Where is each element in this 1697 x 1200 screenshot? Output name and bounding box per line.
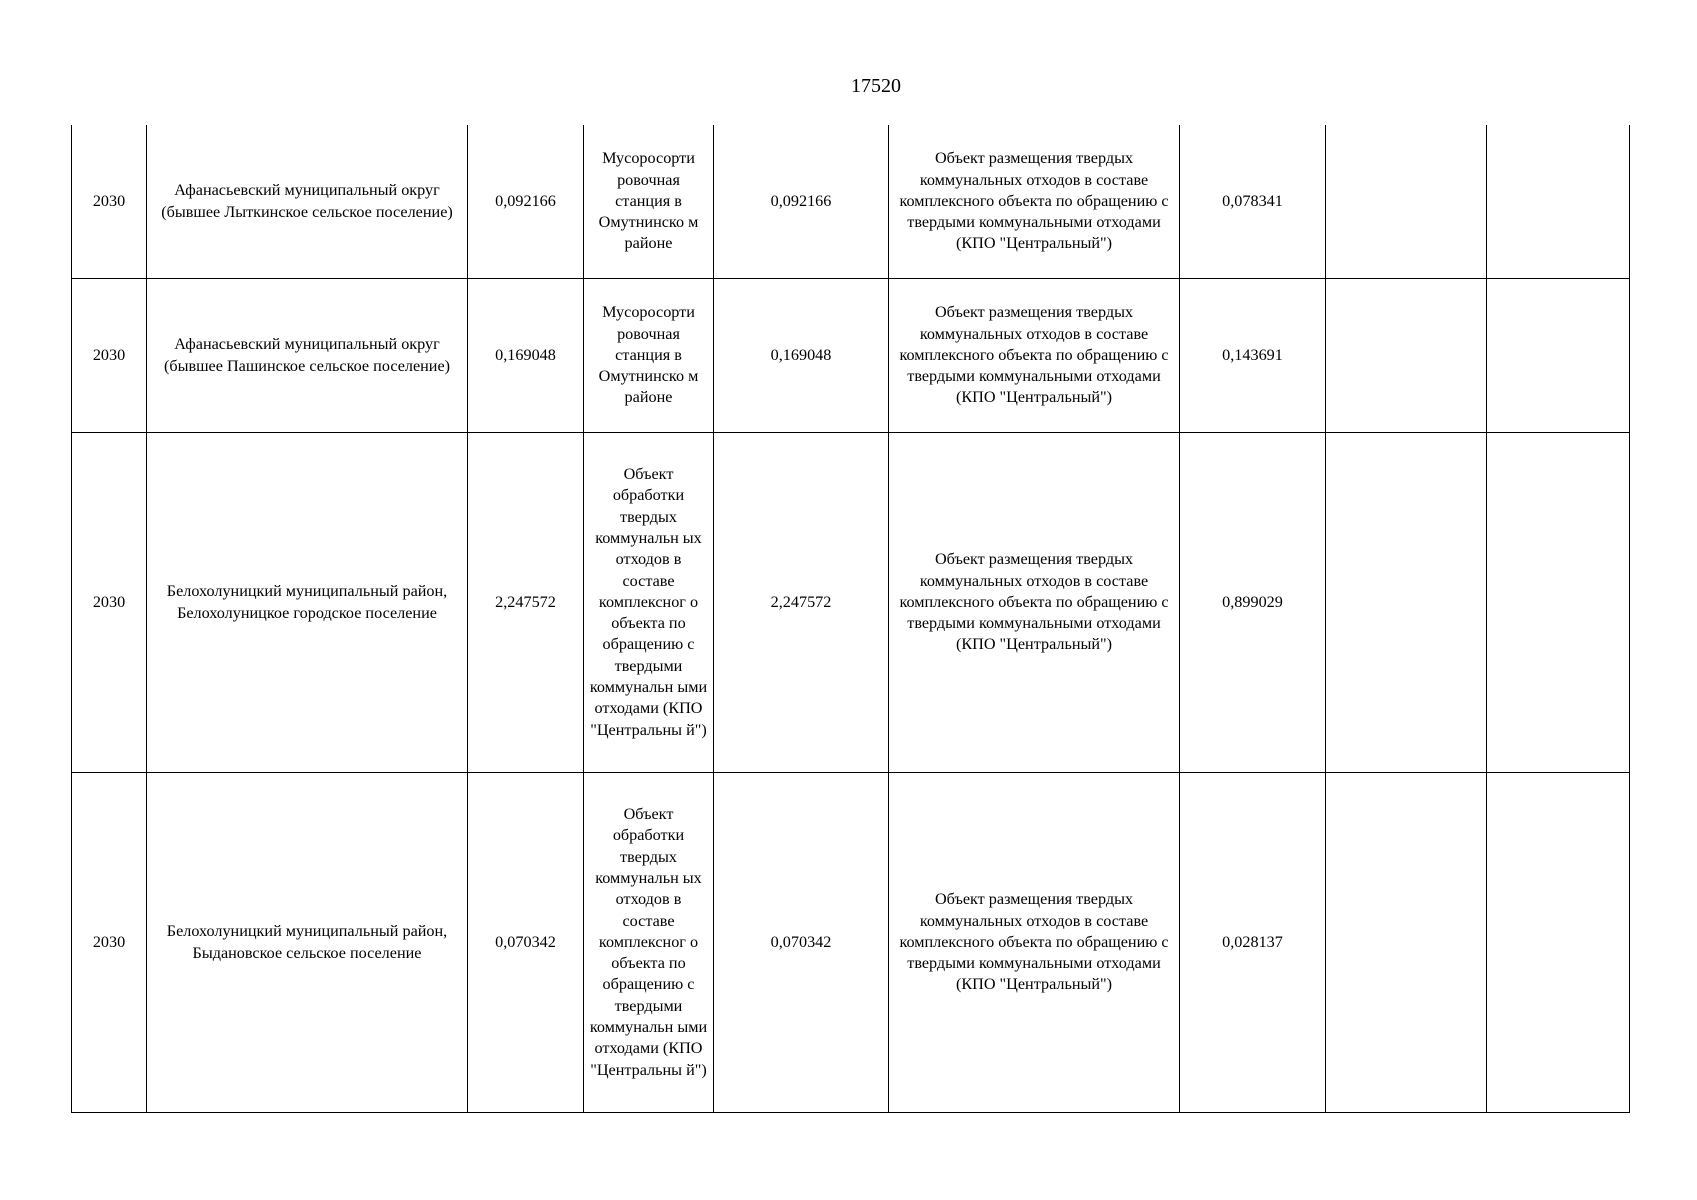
municipality-cell: Белохолуницкий муниципальный район, Белохолуницкое городское поселение (147, 433, 468, 773)
municipality-cell: Афанасьевский муниципальный округ (бывшее Пашинское сельское поселение) (147, 279, 468, 433)
year-cell: 2030 (72, 773, 147, 1113)
empty-cell (1487, 773, 1630, 1113)
processing-facility-cell: Мусоросорти ровочная станция в Омутнинско м районе (584, 125, 714, 279)
year-cell: 2030 (72, 433, 147, 773)
empty-cell (1487, 125, 1630, 279)
municipality-cell: Афанасьевский муниципальный округ (бывшее Лыткинское сельское поселение) (147, 125, 468, 279)
table-row (72, 125, 1630, 279)
mass-generated-cell: 2,247572 (468, 433, 584, 773)
disposal-facility-cell: Объект размещения твердых коммунальных отходов в составе комплексного объекта по обращению с твердыми коммунальными отходами (КПО "Центральный") (889, 125, 1180, 279)
empty-cell (1326, 125, 1487, 279)
mass-processed-cell: 0,169048 (714, 279, 889, 433)
year-cell: 2030 (72, 279, 147, 433)
disposal-facility-cell: Объект размещения твердых коммунальных отходов в составе комплексного объекта по обращению с твердыми коммунальными отходами (КПО "Центральный") (889, 773, 1180, 1113)
mass-disposed-cell: 0,899029 (1180, 433, 1326, 773)
mass-disposed-cell: 0,078341 (1180, 125, 1326, 279)
mass-disposed-cell: 0,143691 (1180, 279, 1326, 433)
year-cell: 2030 (72, 125, 147, 279)
processing-facility-cell: Мусоросорти ровочная станция в Омутнинско м районе (584, 279, 714, 433)
mass-generated-cell: 0,070342 (468, 773, 584, 1113)
waste-flow-table (71, 125, 1630, 1113)
processing-facility-cell: Объект обработки твердых коммунальн ых отходов в составе комплексног о объекта по обращению с твердыми коммунальн ыми отходами (КПО "Центральны й") (584, 433, 714, 773)
empty-cell (1487, 433, 1630, 773)
processing-facility-cell: Объект обработки твердых коммунальн ых отходов в составе комплексног о объекта по обращению с твердыми коммунальн ыми отходами (КПО "Центральны й") (584, 773, 714, 1113)
municipality-cell: Белохолуницкий муниципальный район, Быдановское сельское поселение (147, 773, 468, 1113)
mass-generated-cell: 0,092166 (468, 125, 584, 279)
disposal-facility-cell: Объект размещения твердых коммунальных отходов в составе комплексного объекта по обращению с твердыми коммунальными отходами (КПО "Центральный") (889, 433, 1180, 773)
table-row (72, 773, 1630, 1113)
page-number: 17520 (851, 75, 901, 97)
mass-processed-cell: 0,070342 (714, 773, 889, 1113)
empty-cell (1487, 279, 1630, 433)
table-row (72, 279, 1630, 433)
empty-cell (1326, 279, 1487, 433)
mass-processed-cell: 0,092166 (714, 125, 889, 279)
mass-generated-cell: 0,169048 (468, 279, 584, 433)
disposal-facility-cell: Объект размещения твердых коммунальных отходов в составе комплексного объекта по обращению с твердыми коммунальными отходами (КПО "Центральный") (889, 279, 1180, 433)
mass-processed-cell: 2,247572 (714, 433, 889, 773)
empty-cell (1326, 773, 1487, 1113)
empty-cell (1326, 433, 1487, 773)
table-row (72, 433, 1630, 773)
mass-disposed-cell: 0,028137 (1180, 773, 1326, 1113)
